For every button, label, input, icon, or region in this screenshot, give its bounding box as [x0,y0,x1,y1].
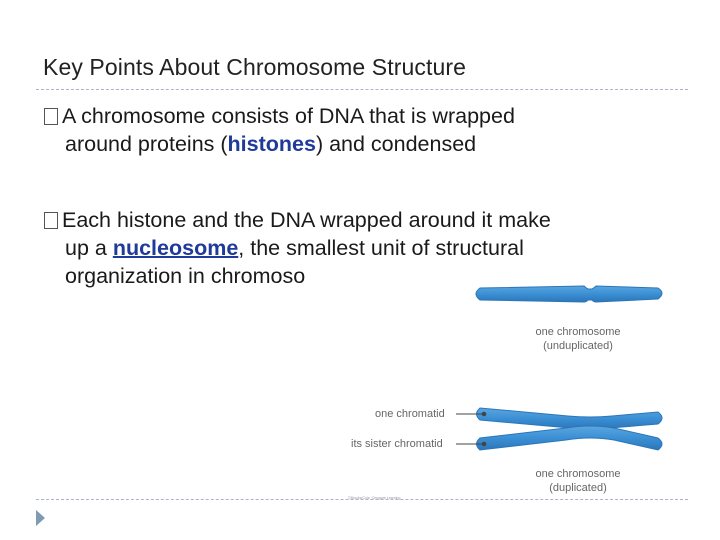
bullet-text: A chromosome consists of DNA that is wrapped [62,104,515,128]
bullet-line [44,102,664,130]
slide-title: Key Points About Chromosome Structure [43,54,467,80]
image-credit: ©Brooks/Cole, Cengage Learning [348,496,401,500]
keyword-histones: histones [227,132,316,156]
bullet-chromosome-composition [44,102,664,158]
hollow-square-bullet-icon [44,108,58,125]
label-unduplicated: (unduplicated) [543,340,613,352]
title-divider [36,89,688,90]
nav-arrow-icon[interactable] [36,510,45,526]
chromosome-figure [340,280,700,505]
bullet-line [44,130,664,158]
footer-divider [36,499,688,500]
bullet-text: ) and condensed [315,132,477,156]
bullet-text: Each histone and the DNA wrapped around it make [62,208,551,232]
bullet-text: organization in chromoso [65,264,306,288]
bullet-line [44,234,664,262]
hollow-square-bullet-icon [44,212,58,229]
bullet-text: around proteins ( [65,132,228,156]
duplicated-chromosome [477,408,663,450]
bullet-text: , the smallest unit of structural [238,236,524,260]
bullet-text: up a [65,236,113,260]
label-one-chromatid: one chromatid [375,408,445,420]
bullet-nucleosome [44,206,664,290]
bullet-line [44,206,664,234]
label-one-chromosome-duplicated: one chromosome [535,468,621,480]
keyword-nucleosome: nucleosome [112,236,239,260]
label-one-chromosome-unduplicated: one chromosome [535,326,621,338]
unduplicated-chromosome [476,286,662,302]
label-sister-chromatid: its sister chromatid [351,438,443,450]
label-duplicated: (duplicated) [549,482,607,494]
